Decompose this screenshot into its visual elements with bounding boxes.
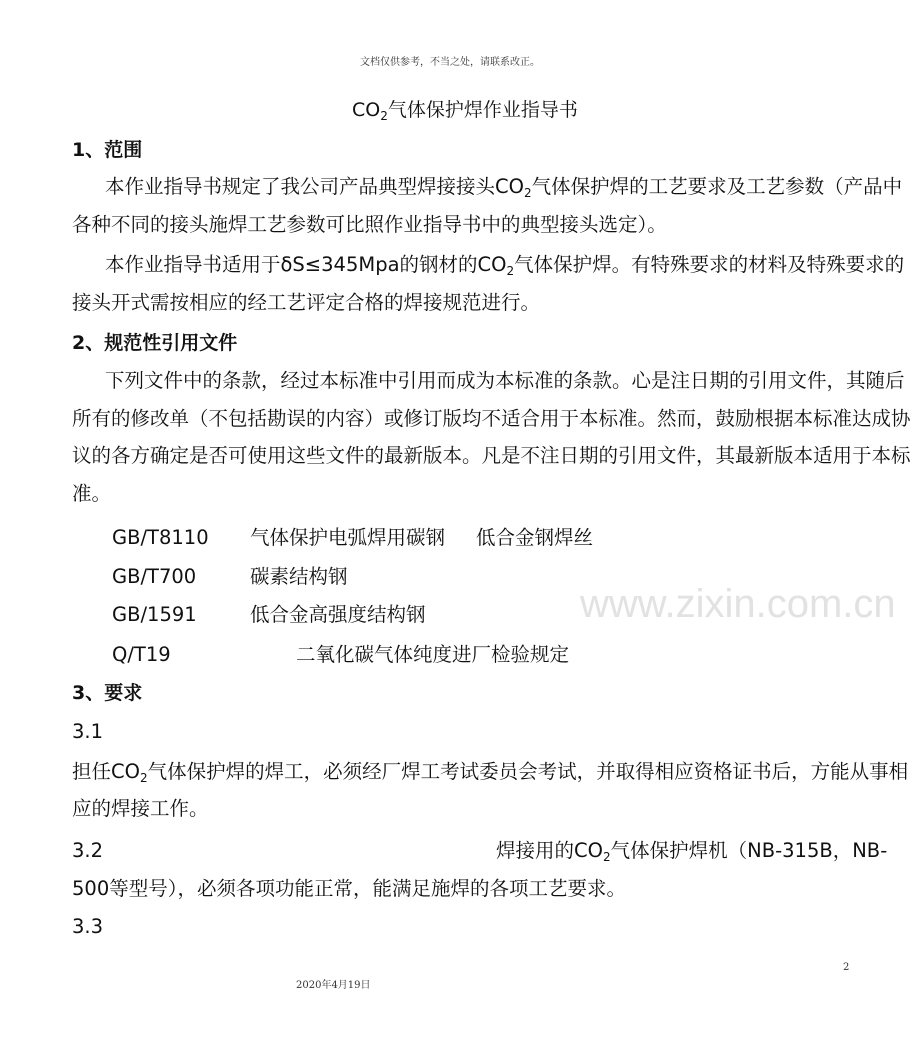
paragraph-line: 各种不同的接头施焊工艺参数可比照作业指导书中的典型接头选定）。 [72,213,667,236]
paragraph-line: 下列文件中的条款，经过本标准中引用而成为本标准的条款。心是注日期的引用文件，其随后 [105,369,905,392]
ref-name: 二氧化碳气体纯度进厂检验规定 [296,643,570,666]
paragraph-line: 焊接用的$CO_2$气体保护焊机（NB-315B，NB- [496,839,888,864]
clause-number: 3.2 [72,839,104,862]
paragraph-line: 准。 [72,482,112,505]
paragraph-line: 接头开式需按相应的经工艺评定合格的焊接规范进行。 [72,291,541,314]
ref-name-extra: 低合金钢焊丝 [476,526,594,549]
header-note: 文档仅供参考，不当之处，请联系改正。 [360,57,540,68]
paragraph-line: 应的焊接工作。 [72,797,209,820]
section-1-heading: 1、范围 [72,139,143,161]
paragraph-line: 议的各方确定是否可使用这些文件的最新版本。凡是不注日期的引用文件，其最新版本适用于本标 [72,444,911,467]
paragraph-line: 本作业指导书适用于δS≤345Mpa的钢材的$CO_2$气体保护焊。有特殊要求的材料及特殊要求的 [105,253,905,278]
ref-code: Q/T19 [112,643,171,666]
paragraph-line: 本作业指导书规定了我公司产品典型焊接接头$CO_2$气体保护焊的工艺要求及工艺参数（产品中 [105,175,903,200]
paragraph-line: 500等型号），必须各项功能正常，能满足施焊的各项工艺要求。 [72,877,626,900]
page-title: $CO_2$气体保护焊作业指导书 [352,99,578,123]
page-number: 2 [843,962,850,973]
paragraph-line: 担任$CO_2$气体保护焊的焊工，必须经厂焊工考试委员会考试，并取得相应资格证书后，方能从事相 [72,760,909,785]
ref-name: 碳素结构钢 [250,565,348,588]
ref-name: 低合金高强度结构钢 [250,603,426,626]
ref-code: GB/1591 [112,603,197,626]
ref-code: GB/T8110 [112,526,209,549]
clause-number: 3.3 [72,915,104,938]
clause-number: 3.1 [72,720,104,743]
ref-code: GB/T700 [112,565,197,588]
footer-date: 2020年4月19日 [296,980,371,991]
section-2-heading: 2、规范性引用文件 [72,332,238,354]
watermark: www.zixin.com.cn [580,582,896,626]
paragraph-line: 所有的修改单（不包括勘误的内容）或修订版均不适合用于本标准。然而，鼓励根据本标准达成协 [72,407,911,430]
section-3-heading: 3、要求 [72,682,143,704]
ref-name: 气体保护电弧焊用碳钢 [250,526,446,549]
